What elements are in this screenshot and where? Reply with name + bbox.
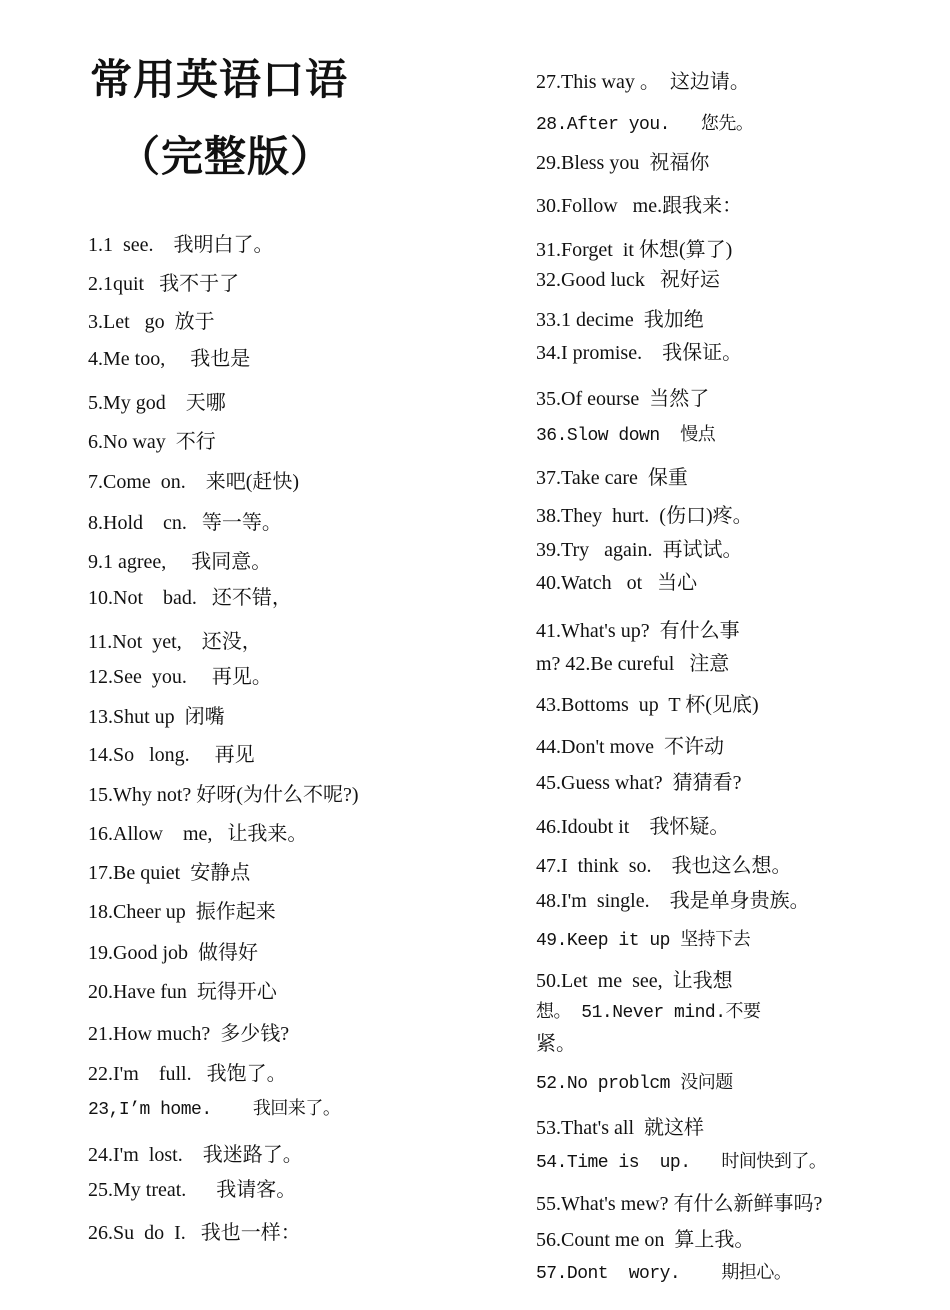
phrase-item: 45.Guess what? 猜猜看? (536, 772, 742, 794)
phrase-item: 25.My treat. 我请客。 (88, 1179, 297, 1201)
phrase-item: 29.Bless you 祝福你 (536, 152, 710, 174)
phrase-item: 19.Good job 做得好 (88, 942, 258, 964)
phrase-item: 14.So long. 再见 (88, 744, 255, 766)
phrase-item: 53.That's all 就这样 (536, 1117, 705, 1139)
phrase-item: 5.My god 天哪 (88, 392, 226, 414)
phrase-item: 6.No way 不行 (88, 431, 216, 453)
phrase-item: 37.Take care 保重 (536, 467, 688, 489)
page-title: 常用英语口语 (90, 55, 349, 104)
phrase-item: 21.How much? 多少钱? (88, 1023, 290, 1045)
phrase-item: 48.I'm single. 我是单身贵族。 (536, 890, 810, 912)
phrase-item: 55.What's mew? 有什么新鲜事吗? (536, 1193, 823, 1215)
phrase-item: 16.Allow me, 让我来。 (88, 823, 308, 845)
phrase-item: 32.Good luck 祝好运 (536, 269, 720, 291)
phrase-item: 33.1 decime 我加绝 (536, 309, 704, 331)
phrase-item: 11.Not yet, 还没， (88, 631, 262, 653)
phrase-item: 3.Let go 放于 (88, 311, 215, 333)
phrase-item: 12.See you. 再见。 (88, 666, 272, 688)
phrase-item: 8.Hold cn. 等一等。 (88, 512, 282, 534)
phrase-item: 28.After you. 您先。 (536, 115, 754, 135)
phrase-item: 31.Forget it 休想(算了) (536, 239, 733, 261)
phrase-item: 想。 51.Never mind.不要 (536, 1003, 761, 1023)
phrase-item: 50.Let me see, 让我想 (536, 970, 733, 992)
phrase-item: 47.I think so. 我也这么想。 (536, 855, 792, 877)
phrase-item: 23,I’m home. 我回来了。 (88, 1100, 341, 1120)
phrase-item: 15.Why not? 好呀(为什么不呢?) (88, 784, 359, 806)
phrase-item: 13.Shut up 闭嘴 (88, 706, 225, 728)
phrase-item: 4.Me too, 我也是 (88, 348, 251, 370)
phrase-item: m? 42.Be cureful 注意 (536, 653, 730, 675)
phrase-item: 56.Count me on 算上我。 (536, 1229, 755, 1251)
phrase-item: 36.Slow down 慢点 (536, 426, 716, 446)
phrase-item: 44.Don't move 不许动 (536, 736, 725, 758)
phrase-item: 54.Time is up. 时间快到了。 (536, 1153, 827, 1173)
phrase-item: 紧。 (536, 1033, 576, 1055)
phrase-item: 57.Dont wory. 期担心。 (536, 1264, 792, 1284)
phrase-item: 10.Not bad. 还不错， (88, 587, 292, 609)
phrase-item: 9.1 agree, 我同意。 (88, 551, 272, 573)
phrase-item: 7.Come on. 来吧(赶快) (88, 471, 300, 493)
phrase-item: 2.1quit 我不于了 (88, 273, 240, 295)
phrase-item: 17.Be quiet 安静点 (88, 862, 251, 884)
phrase-item: 24.I'm lost. 我迷路了。 (88, 1144, 303, 1166)
phrase-item: 22.I'm full. 我饱了。 (88, 1063, 287, 1085)
phrase-item: 30.Follow me.跟我来： (536, 195, 743, 217)
phrase-item: 46.Idoubt it 我怀疑。 (536, 816, 730, 838)
phrase-item: 1.1 see. 我明白了。 (88, 234, 274, 256)
phrase-item: 40.Watch ot 当心 (536, 572, 698, 594)
phrase-item: 41.What's up? 有什么事 (536, 620, 740, 642)
phrase-item: 43.Bottoms up T 杯(见底) (536, 694, 759, 716)
phrase-item: 18.Cheer up 振作起来 (88, 901, 276, 923)
phrase-item: 27.This way 。 这边请。 (536, 71, 750, 93)
phrase-item: 39.Try again. 再试试。 (536, 539, 743, 561)
phrase-item: 38.They hurt. (伤口)疼。 (536, 505, 753, 527)
phrase-item: 34.I promise. 我保证。 (536, 342, 743, 364)
phrase-item: 35.Of eourse 当然了 (536, 388, 710, 410)
page-subtitle: （完整版） (118, 132, 334, 181)
phrase-item: 26.Su do I. 我也一样： (88, 1222, 301, 1244)
phrase-item: 49.Keep it up 坚持下去 (536, 931, 751, 951)
phrase-item: 52.No problcm 没问题 (536, 1074, 733, 1094)
phrase-item: 20.Have fun 玩得开心 (88, 981, 277, 1003)
